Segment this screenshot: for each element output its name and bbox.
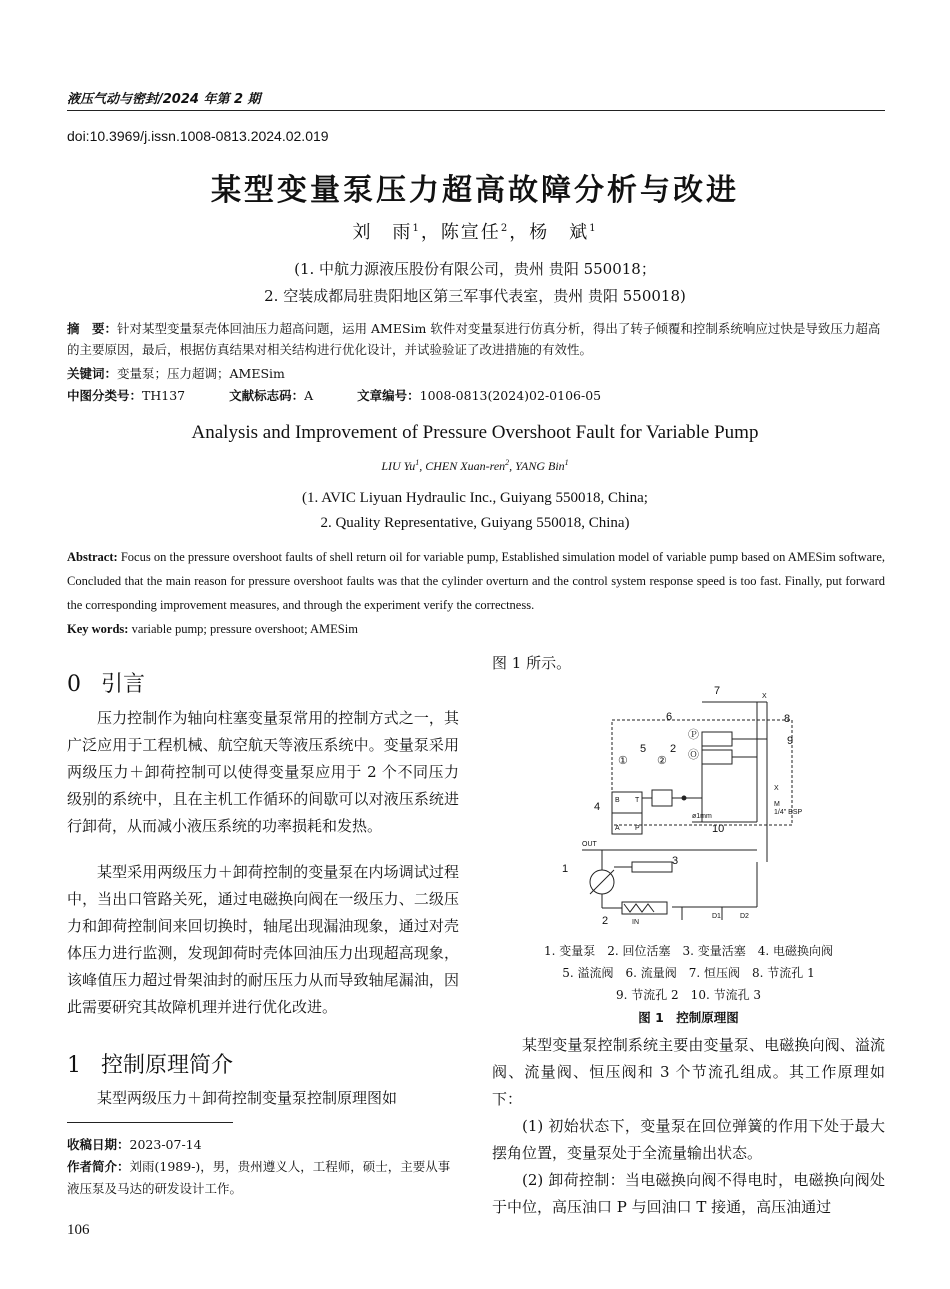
authors-cn: 刘 雨$^1$，陈宣任$^2$，杨 斌$^1$ — [352, 222, 598, 243]
clc-value: TH137 — [142, 388, 186, 403]
label-num: 3 — [672, 855, 679, 867]
label-num: 1 — [562, 863, 569, 875]
author-name-en: LIU Yu — [381, 459, 416, 473]
section-number: 0 — [67, 672, 81, 697]
paper-title-cn: 某型变量泵压力超高故障分析与改进 — [211, 173, 739, 208]
port-label: D2 — [740, 913, 749, 920]
label-num: 9 — [787, 735, 794, 747]
label-num: 6 — [666, 711, 673, 723]
section-1-heading — [67, 1048, 459, 1079]
affiliation-en-1: (1. AVIC Liyuan Hydraulic Inc., Guiyang 550018, China; — [302, 490, 648, 506]
author-name-en: YANG Bin — [515, 459, 565, 473]
body-paragraph-2: (1) 初始状态下，变量泵在回位弹簧的作用下处于最大摆角位置，变量泵处于全流量输出状态。 — [492, 1117, 885, 1162]
body-paragraph-3: (2) 卸荷控制：当电磁换向阀不得电时，电磁换向阀处于中位，高压油口 P 与回油口 T 接通，高压油通过 — [492, 1171, 885, 1216]
author-affil-mark: 1 — [415, 458, 420, 467]
relief-valve-block — [652, 790, 672, 806]
affiliation-cn-2: 2. 空装成都局驻贵阳地区第三军事代表室，贵州 贵阳 550018) — [264, 287, 686, 305]
running-head: 液压气动与密封/2024 年第 2 期 — [67, 92, 261, 107]
doc-code-label: 文献标志码： — [229, 388, 305, 403]
figure-legend-line-3: 9. 节流孔 2 10. 节流孔 3 — [615, 988, 762, 1002]
affiliation-cn-1: (1. 中航力源液压股份有限公司，贵州 贵阳 550018； — [294, 260, 656, 278]
label-num: 4 — [594, 801, 601, 813]
keywords-text: 变量泵；压力超调；AMESim — [117, 366, 285, 381]
intro-paragraph-2: 某型采用两级压力＋卸荷控制的变量泵在内场调试过程中，当出口管路关死，通过电磁换向阀在一级压力、二级压力和卸荷控制间来回切换时，轴尾出现漏油现象，通过对壳体压力进行监测，发现卸荷时壳体回油压力出现超高现象，该峰值压力超过骨架油封的耐压压力从而导致轴尾漏油，因此需要研究其故障机理并进行优化改进。 — [67, 863, 459, 1016]
figure-reference-continuation: 图 1 所示。 — [492, 654, 572, 672]
authors-en: LIU Yu$^1$, CHEN Xuan-ren$^2$, YANG Bin$^1$ — [381, 458, 569, 473]
intro-paragraph-1: 压力控制作为轴向柱塞变量泵常用的控制方式之一，其广泛应用于工程机械、航空航天等液压系统中。变量泵采用两级压力＋卸荷控制可以使得变量泵应用于 2 个不同压力级别的系统中，且在主机工作循环的间歇可以对液压系统进行卸荷，从而减小液压系统的功率损耗和发热。 — [67, 709, 459, 835]
author-affil-mark: 2 — [500, 223, 510, 234]
received-label: 收稿日期： — [67, 1137, 130, 1152]
author-bio — [67, 1156, 459, 1200]
abstract-text: 针对某型变量泵壳体回油压力超高问题，运用 AMESim 软件对变量泵进行仿真分析，得出了转子倾覆和控制系统响应过快是导致压力超高的主要原因，最后，根据仿真结果对相关结构进行优化设计，并试验验证了改进措施的有效性。 — [67, 321, 881, 357]
section-0-heading — [67, 667, 459, 698]
abstract-en-label: Abstract: — [67, 550, 118, 564]
keywords-label: 关键词： — [67, 366, 118, 381]
label-num: 7 — [714, 685, 721, 697]
doi[interactable]: doi:10.3969/j.issn.1008-0813.2024.02.019 — [67, 128, 329, 144]
abstract-label: 摘 要： — [67, 321, 118, 336]
abstract-en-text: Focus on the pressure overshoot faults of shell return oil for variable pump, Established simulation model of variable pump based on AMESim software, Concluded that the main reason for pressure overshoot faults was that the cylinder overturn and the control system response speed is too fast. Finally, put forward the corresponding improvement measures, and through the experiment verify the correctness. — [67, 550, 886, 612]
keywords-en — [67, 617, 885, 641]
header-rule — [67, 110, 885, 111]
label-circled: Ⓟ — [688, 729, 699, 741]
label-circled: ② — [657, 755, 667, 767]
section-number: 1 — [67, 1053, 81, 1078]
received-date — [67, 1134, 459, 1156]
author-affil-mark: 1 — [412, 223, 421, 234]
author-affil-mark: 1 — [564, 458, 569, 467]
port-label: ø1mm — [692, 813, 712, 820]
abstract-en — [67, 545, 885, 617]
label-circled: Ⓞ — [688, 749, 699, 761]
clc-label: 中图分类号： — [67, 388, 143, 403]
keywords-en-label: Key words: — [67, 622, 129, 636]
keywords-en-text: variable pump; pressure overshoot; AMESim — [131, 622, 358, 636]
label-num: 2 — [602, 915, 609, 927]
body-paragraph-1: 某型变量泵控制系统主要由变量泵、电磁换向阀、溢流阀、流量阀、恒压阀和 3 个节流孔组成。其工作原理如下： — [492, 1036, 885, 1108]
article-no-label: 文章编号： — [357, 388, 420, 403]
author-bio-text: 刘雨(1989-)，男，贵州遵义人，工程师，硕士，主要从事液压泵及马达的研发设计工作。 — [67, 1159, 451, 1196]
keywords-cn — [67, 363, 885, 384]
label-num: 10 — [712, 823, 725, 835]
pressure-valve-block — [702, 750, 732, 764]
section-title: 控制原理简介 — [101, 1053, 234, 1078]
port-label: X — [774, 785, 779, 792]
variable-piston-symbol — [632, 862, 672, 872]
port-label: B — [615, 797, 620, 804]
doc-code-value: A — [304, 388, 314, 403]
label-num: 5 — [640, 743, 647, 755]
port-label: T — [635, 797, 640, 804]
schematic-svg — [552, 682, 817, 927]
author-name-en: CHEN Xuan-ren — [425, 459, 506, 473]
author-name: 陈宣任 — [440, 222, 501, 243]
port-label: IN — [632, 919, 639, 926]
received-value: 2023-07-14 — [129, 1137, 202, 1152]
paper-title-en: Analysis and Improvement of Pressure Overshoot Fault for Variable Pump — [191, 422, 759, 443]
author-name: 刘 雨 — [352, 222, 413, 243]
author-bio-label: 作者简介： — [67, 1159, 130, 1174]
port-label: D1 — [712, 913, 721, 920]
section-1-paragraph: 某型两级压力＋卸荷控制变量泵控制原理图如 — [97, 1089, 398, 1107]
article-no-value: 1008-0813(2024)02-0106-05 — [419, 388, 602, 403]
port-label: X — [762, 693, 767, 700]
section-title: 引言 — [101, 672, 146, 697]
page-number: 106 — [67, 1222, 90, 1238]
flow-valve-block — [702, 732, 732, 746]
figure-legend-line-2: 5. 溢流阀 6. 流量阀 7. 恒压阀 8. 节流孔 1 — [562, 966, 815, 980]
label-num: 2 — [670, 743, 677, 755]
port-label: A — [615, 825, 620, 832]
port-label: 1/4" BSP — [774, 809, 803, 816]
port-label: OUT — [582, 841, 597, 848]
port-label: P — [635, 825, 640, 832]
control-schematic-figure — [552, 682, 817, 927]
classification-line — [67, 385, 885, 406]
label-num: 8 — [784, 713, 791, 725]
label-circled: ① — [618, 755, 628, 767]
figure-legend-line-1: 1. 变量泵 2. 回位活塞 3. 变量活塞 4. 电磁换向阀 — [543, 944, 834, 958]
affiliation-en-2: 2. Quality Representative, Guiyang 550018, China) — [320, 515, 630, 531]
port-label: M — [774, 801, 780, 808]
author-affil-mark: 2 — [505, 458, 510, 467]
figure-caption: 图 1 控制原理图 — [638, 1010, 739, 1025]
author-name: 杨 斌 — [529, 222, 590, 243]
author-affil-mark: 1 — [589, 223, 598, 234]
footnote-rule — [67, 1122, 233, 1123]
abstract-cn — [67, 318, 885, 360]
